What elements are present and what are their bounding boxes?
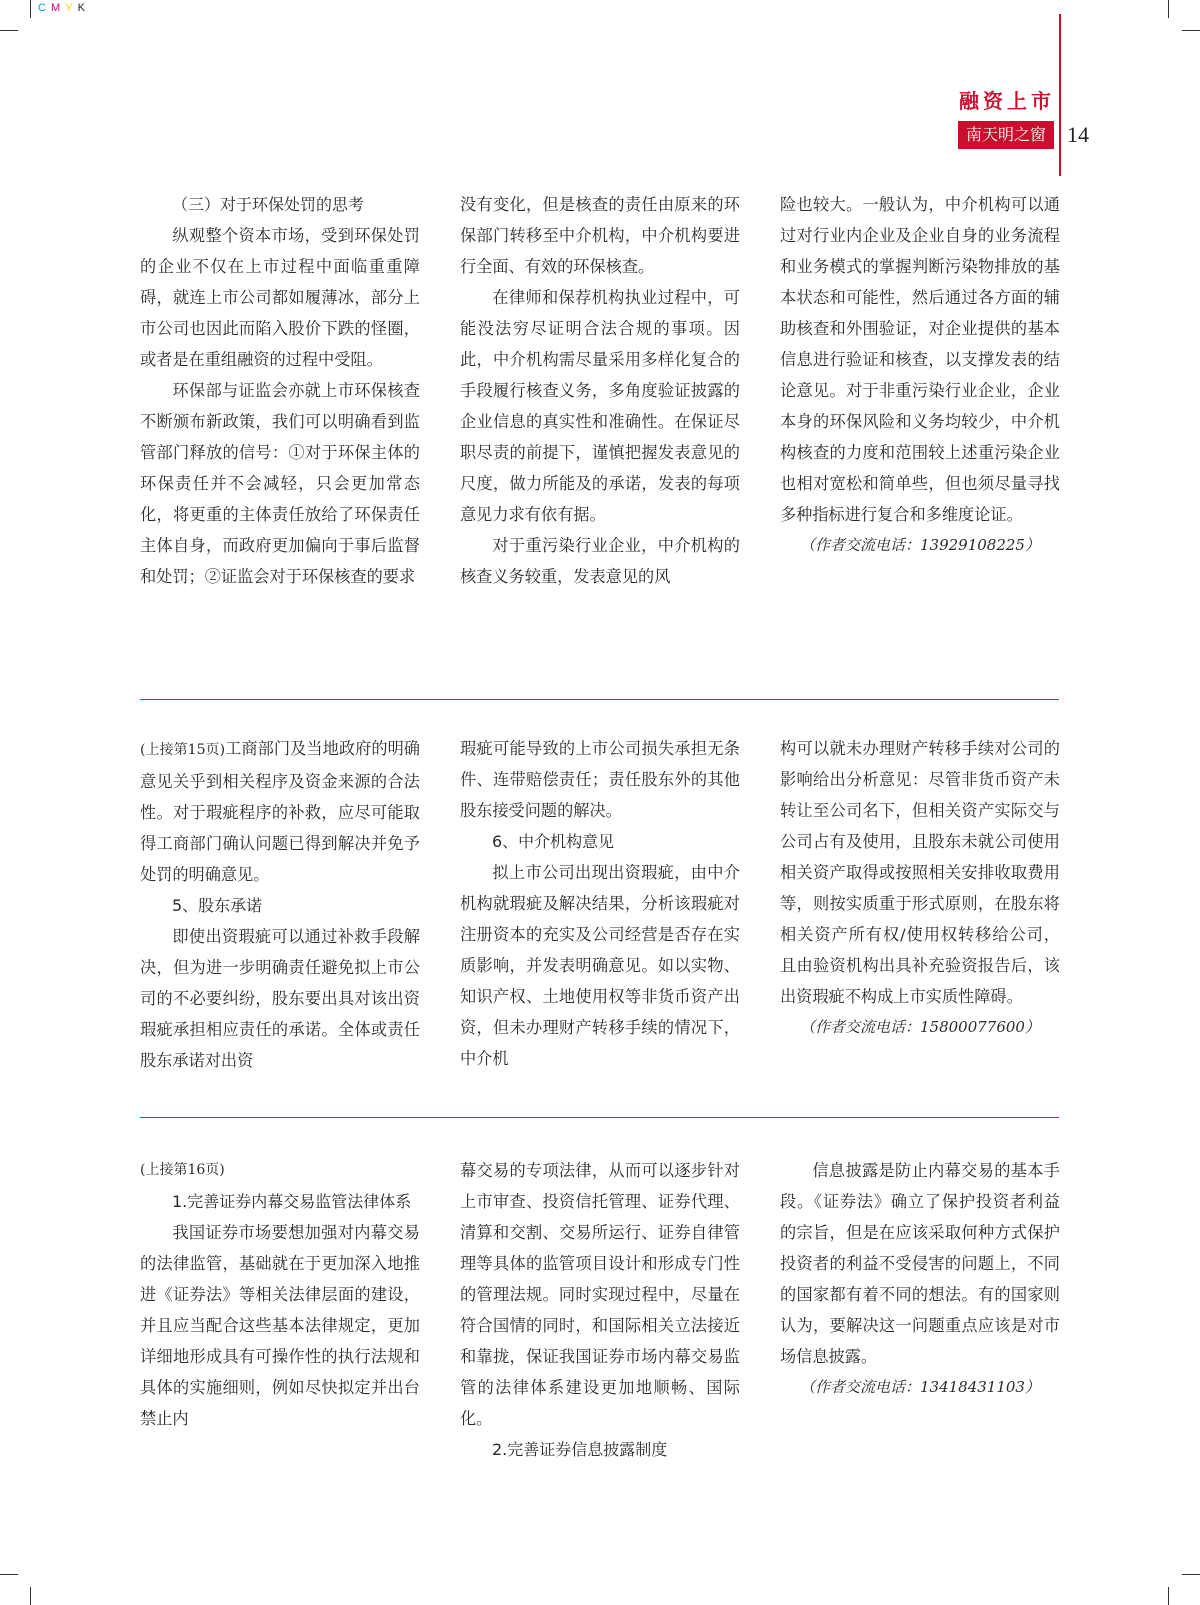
paragraph: 信息披露是防止内幕交易的基本手段。《证券法》确立了保护投资者利益的宗旨，但是在应该采取何种方式保护投资者的利益不受侵害的问题上，不同的国家都有着不同的想法。有的国家则认为，要解决这一问题重点应该是对市场信息披露。 [780, 1161, 1060, 1366]
crop-mark [1168, 1587, 1169, 1605]
article3-column-1 [140, 1155, 420, 1434]
article-divider [140, 1117, 1059, 1118]
cmyk-m: M [51, 2, 62, 14]
author-contact: （作者交流电话：13418431103） [800, 1378, 1040, 1396]
subheading: 5、股东承诺 [172, 896, 263, 915]
article2-column-3 [780, 733, 1060, 1043]
crop-mark [0, 30, 18, 31]
paragraph: 幕交易的专项法律，从而可以逐步针对上市审查、投资信托管理、证券代理、清算和交割、交易所运行、证券自律管理等具体的监管项目设计和形成专门性的管理法规。同时实现过程中，尽量在符合国情的同时，和国际相关立法接近和靠拢，保证我国证券市场内幕交易监管的法律体系建设更加地顺畅、国际化。 [460, 1161, 740, 1428]
article1-subheading: （三）对于环保处罚的思考 [172, 195, 365, 214]
article2-column-2 [460, 733, 740, 1074]
paragraph: 我国证券市场要想加强对内幕交易的法律监管，基础就在于更加深入地推进《证券法》等相关法律层面的建设，并且应当配合这些基本法律规定，更加详细地形成具有可操作性的执行法规和具体的实施细则，例如尽快拟定并出台禁止内 [140, 1223, 420, 1428]
article-divider [140, 699, 1059, 700]
cmyk-registration-marks [38, 2, 86, 14]
article1-column-3 [780, 189, 1060, 561]
crop-mark [0, 1574, 18, 1575]
subheading: 1.完善证券内幕交易监管法律体系 [172, 1192, 412, 1211]
paragraph: 环保部与证监会亦就上市环保核查不断颁布新政策，我们可以明确看到监管部门释放的信号：①对于环保主体的环保责任并不会减轻，只会更加常态化，将更重的主体责任放给了环保责任主体自身，而政府更加偏向于事后监督和处罚；②证监会对于环保核查的要求 [140, 381, 420, 586]
article3-column-3 [780, 1155, 1060, 1403]
article1-column-2 [460, 189, 740, 592]
paragraph: 险也较大。一般认为，中介机构可以通过对行业内企业及企业自身的业务流程和业务模式的掌握判断污染物排放的基本状态和可能性，然后通过各方面的辅助核查和外围验证，对企业提供的基本信息进行验证和核查，以支撑发表的结论意见。对于非重污染行业企业，企业本身的环保风险和义务均较少，中介机构核查的力度和范围较上述重污染企业也相对宽松和简单些，但也须尽量寻找多种指标进行复合和多维度论证。 [780, 195, 1060, 524]
article3-column-2 [460, 1155, 740, 1465]
cmyk-k: K [77, 2, 86, 14]
crop-mark [30, 0, 31, 18]
paragraph: 即使出资瑕疵可以通过补救手段解决，但为进一步明确责任避免拟上市公司的不必要纠纷，股东要出具对该出资瑕疵承担相应责任的承诺。全体或责任股东承诺对出资 [140, 927, 420, 1070]
crop-mark [1182, 1574, 1200, 1575]
paragraph: 没有变化，但是核查的责任由原来的环保部门转移至中介机构，中介机构要进行全面、有效的环保核查。 [460, 195, 740, 276]
paragraph-text: 工商部门及当地政府的明确意见关乎到相关程序及资金来源的合法性。对于瑕疵程序的补救，应尽可能取得工商部门确认问题已得到解决并免予处罚的明确意见。 [140, 739, 420, 884]
crop-mark [30, 1587, 31, 1605]
subheading: 2.完善证券信息披露制度 [492, 1440, 668, 1459]
continued-from: (上接第16页) [140, 1162, 225, 1178]
paragraph: 纵观整个资本市场，受到环保处罚的企业不仅在上市过程中面临重重障碍，就连上市公司都如履薄冰，部分上市公司也因此而陷入股价下跌的怪圈，或者是在重组融资的过程中受阻。 [140, 226, 420, 369]
author-contact: （作者交流电话：13929108225） [800, 536, 1040, 554]
paragraph: 在律师和保荐机构执业过程中，可能没法穷尽证明合法合规的事项。因此，中介机构需尽量采用多样化复合的手段履行核查义务，多角度验证披露的企业信息的真实性和准确性。在保证尽职尽责的前提下，谨慎把握发表意见的尺度，做力所能及的承诺，发表的每项意见力求有依有据。 [460, 288, 740, 524]
continued-from: (上接第15页) [140, 742, 226, 758]
column-badge: 南天明之窗 [958, 121, 1054, 149]
cmyk-y: Y [65, 2, 74, 14]
section-title: 融资上市 [959, 89, 1055, 113]
paragraph: 构可以就未办理财产转移手续对公司的影响给出分析意见：尽管非货币资产未转让至公司名下，但相关资产实际交与公司占有及使用，且股东未就公司使用相关资产取得或按照相关安排收取费用等，则按实质重于形式原则，在股东将相关资产所有权/使用权转移给公司，且由验资机构出具补充验资报告后，该出资瑕疵不构成上市实质性障碍。 [780, 739, 1060, 1006]
cmyk-c: C [38, 2, 47, 14]
crop-mark [1168, 0, 1169, 18]
subheading: 6、中介机构意见 [492, 832, 615, 851]
paragraph [140, 733, 420, 890]
paragraph: 对于重污染行业企业，中介机构的核查义务较重，发表意见的风 [460, 536, 740, 586]
article2-column-1 [140, 733, 420, 1076]
header-vertical-rule [1059, 14, 1061, 176]
paragraph: 拟上市公司出现出资瑕疵，由中介机构就瑕疵及解决结果，分析该瑕疵对注册资本的充实及公司经营是否存在实质影响，并发表明确意见。如以实物、知识产权、土地使用权等非货币资产出资，但未办理财产转移手续的情况下，中介机 [460, 863, 740, 1068]
page-number: 14 [1067, 122, 1089, 147]
author-contact: （作者交流电话：15800077600） [800, 1018, 1040, 1036]
article1-column-1 [140, 189, 420, 592]
crop-mark [1182, 30, 1200, 31]
paragraph: 瑕疵可能导致的上市公司损失承担无条件、连带赔偿责任；责任股东外的其他股东接受问题的解决。 [460, 739, 740, 820]
